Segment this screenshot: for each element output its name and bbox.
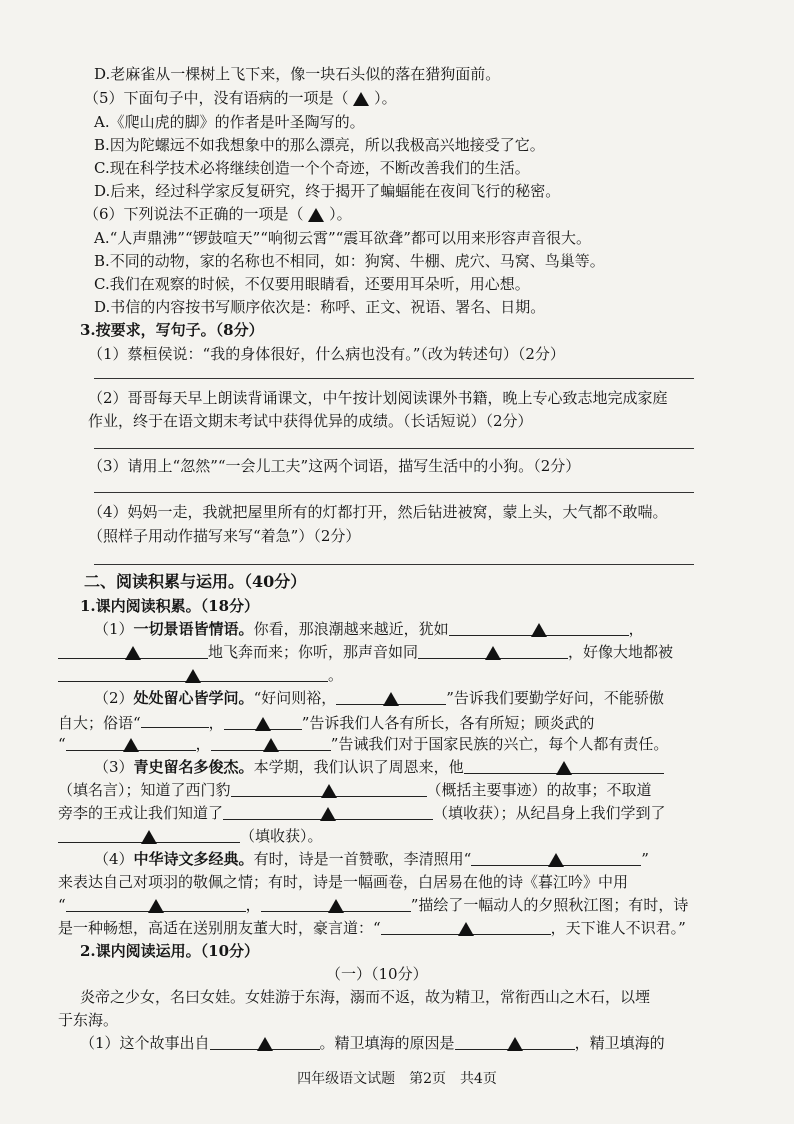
r1-item-3-line2: （填名言）；知道了西门豹 （概括主要事迹）的故事；不取道 (58, 781, 652, 799)
r1-item-1-line3: 。 (58, 665, 343, 685)
r1-item-4-line4: 是一种畅想，高适在送别朋友董大时，豪言道：“ ，天下谁人不识君。” (58, 919, 686, 937)
r1-item-2-line1: （2）处处留心皆学问。“好问则裕， ”告诉我们要勤学好问，不能骄傲 (94, 689, 664, 707)
passage-line2: 于东海。 (58, 1011, 119, 1029)
fill-blank[interactable] (66, 895, 246, 912)
q6-option-a: A.“人声鼎沸”“锣鼓喧天”“响彻云霄”“震耳欲聋”都可以用来形容声音很大。 (94, 229, 591, 247)
answer-line (94, 378, 694, 379)
r1-item-3-line4: （填收获）。 (58, 826, 323, 846)
fill-blank[interactable] (58, 826, 240, 843)
fill-blank[interactable] (261, 895, 411, 912)
q4-option-d: D.老麻雀从一棵树上飞下来，像一块石头似的落在猎狗面前。 (94, 65, 501, 83)
fill-blank[interactable] (224, 713, 302, 730)
r1-item-1-line2: 地飞奔而来；你听，那声音如同 ，好像大地都被 (58, 642, 673, 662)
s3-item-4-line2: （照样子用动作描写来写“着急”）（2分） (88, 527, 361, 545)
fill-blank[interactable] (471, 849, 641, 866)
answer-triangle-icon (353, 92, 369, 106)
fill-blank[interactable] (58, 665, 328, 682)
s3-item-1: （1）蔡桓侯说：“我的身体很好，什么病也没有。”（改为转述句）（2分） (88, 345, 565, 363)
fill-blank[interactable] (381, 918, 551, 935)
r1-item-1-line1: （1）一切景语皆情语。你看，那浪潮越来越近，犹如 ， (94, 620, 644, 638)
r1-item-2-line3: “ ， ”告诫我们对于国家民族的兴亡，每个人都有责任。 (58, 735, 669, 753)
fill-blank[interactable] (211, 734, 331, 751)
fill-blank[interactable] (464, 757, 664, 774)
s3-item-2-line1: （2）哥哥每天早上朗读背诵课文，中午按计划阅读课外书籍，晚上专心致志地完成家庭 (88, 389, 668, 407)
answer-line (94, 448, 694, 449)
fill-blank[interactable] (223, 803, 433, 820)
fill-blank[interactable] (418, 642, 568, 659)
r1-item-2-line2: 自大；俗语“ ， ”告诉我们人各有所长，各有所短；顾炎武的 (58, 711, 594, 733)
q6-option-c: C.我们在观察的时候，不仅要用眼睛看，还要用耳朵听，用心想。 (94, 275, 530, 293)
s3-item-2-line2: 作业，终于在语文期末考试中获得优异的成绩。（长话短说）（2分） (88, 412, 533, 430)
passage-1-heading: （一）（10分） (326, 965, 428, 983)
r1-item-4-line1: （4）中华诗文多经典。有时，诗是一首赞歌，李清照用“ ” (94, 850, 649, 868)
fill-blank[interactable] (66, 734, 196, 751)
section-3-heading: 3.按要求，写句子。（8分） (80, 321, 264, 339)
r1-item-4-line2: 来表达自己对项羽的敬佩之情；有时，诗是一幅画卷，白居易在他的诗《暮江吟》中用 (58, 873, 629, 891)
fill-blank[interactable] (336, 688, 446, 705)
q5-option-c: C.现在科学技术必将继续创造一个个奇迹，不断改善我们的生活。 (94, 159, 530, 177)
q5-option-d: D.后来，经过科学家反复研究，终于揭开了蝙蝠能在夜间飞行的秘密。 (94, 182, 561, 200)
r1-item-3-line3: 旁李的王戎让我们知道了 （填收获）；从纪昌身上我们学到了 (58, 804, 666, 822)
fill-blank[interactable] (455, 1033, 575, 1050)
answer-line (94, 564, 694, 565)
q5-option-b: B.因为陀螺远不如我想象中的那么漂亮，所以我极高兴地接受了它。 (94, 136, 545, 154)
fill-blank[interactable] (231, 780, 427, 797)
fill-blank[interactable] (449, 619, 629, 636)
q5-option-a: A.《爬山虎的脚》的作者是叶圣陶写的。 (94, 113, 365, 131)
s3-item-3: （3）请用上“忽然”“一会儿工夫”这两个词语，描写生活中的小狗。（2分） (88, 457, 581, 475)
r2-question-1: （1）这个故事出自 。精卫填海的原因是 ，精卫填海的 (80, 1034, 665, 1052)
section-2-heading: 二、阅读积累与运用。（40分） (84, 572, 307, 591)
question-5: （5）下面句子中，没有语病的一项是（ ）。 (84, 89, 397, 107)
question-6: （6）下列说法不正确的一项是（ ）。 (84, 205, 352, 223)
reading-2-heading: 2.课内阅读运用。（10分） (80, 942, 260, 960)
answer-line (94, 492, 694, 493)
answer-triangle-icon (308, 208, 324, 222)
s3-item-4-line1: （4）妈妈一走，我就把屋里所有的灯都打开，然后钻进被窝，蒙上头，大气都不敢喘。 (88, 503, 668, 521)
fill-blank[interactable] (58, 642, 208, 659)
page-footer: 四年级语文试题 第2页 共4页 (297, 1071, 497, 1087)
q6-option-d: D.书信的内容按书写顺序依次是：称呼、正文、祝语、署名、日期。 (94, 298, 546, 316)
passage-line1: 炎帝之少女，名曰女娃。女娃游于东海，溺而不返，故为精卫，常衔西山之木石，以堙 (80, 988, 651, 1006)
reading-1-heading: 1.课内阅读积累。（18分） (80, 597, 260, 615)
fill-blank[interactable] (210, 1033, 320, 1050)
fill-blank[interactable] (141, 711, 209, 728)
q6-option-b: B.不同的动物，家的名称也不相同，如：狗窝、牛棚、虎穴、马窝、鸟巢等。 (94, 252, 605, 270)
r1-item-3-line1: （3）青史留名多俊杰。本学期，我们认识了周恩来，他 (94, 757, 664, 777)
r1-item-4-line3: “ ， ”描绘了一幅动人的夕照秋江图；有时，诗 (58, 896, 689, 914)
